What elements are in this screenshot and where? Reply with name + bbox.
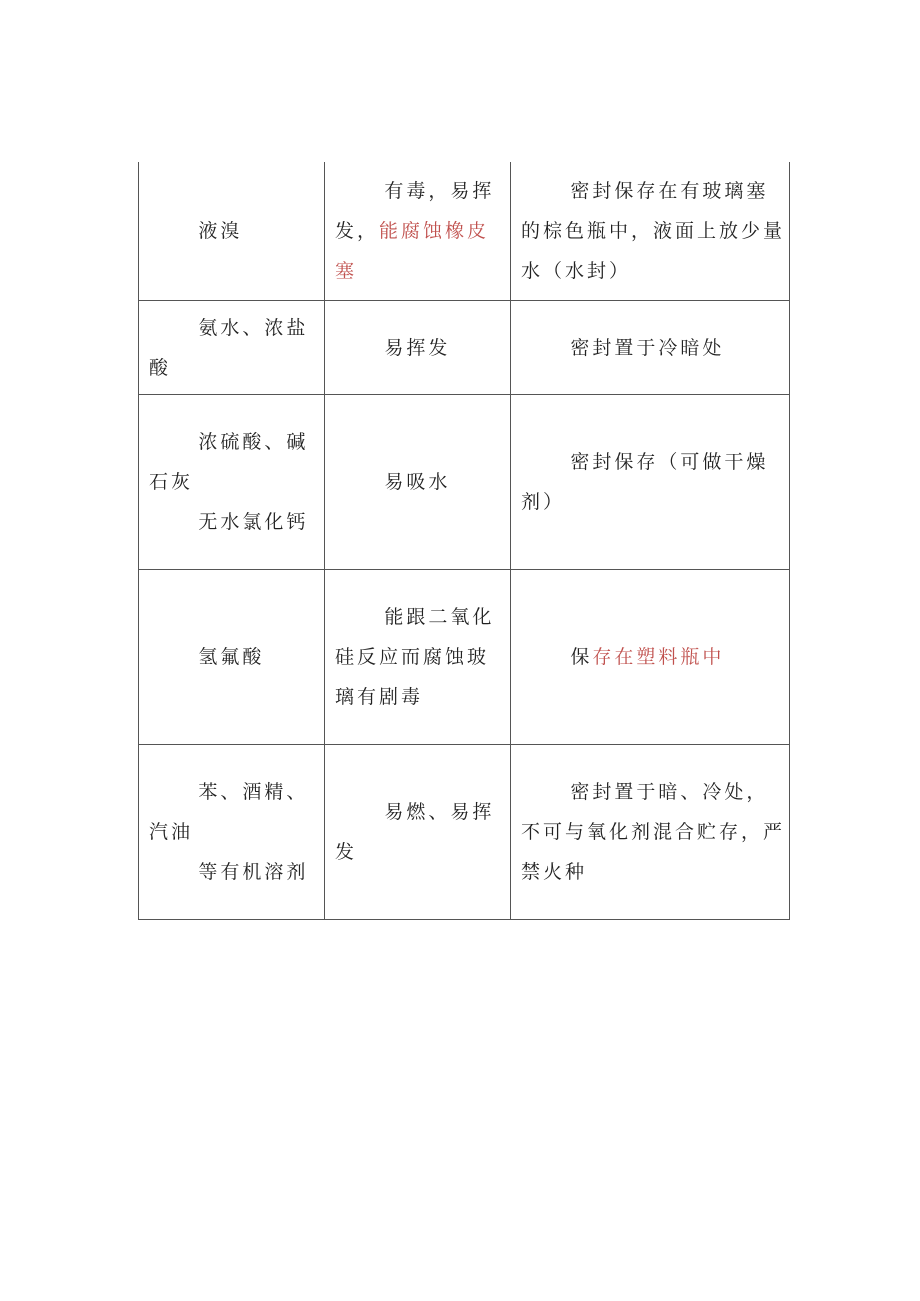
table-row (139, 570, 790, 745)
property-text: 易挥发 (384, 336, 451, 359)
table-row (139, 745, 790, 920)
substance-text: 氨水、浓盐酸 (149, 316, 309, 379)
substance-cell (139, 570, 325, 745)
storage-text: 密封保存（可做干燥剂） (521, 451, 769, 513)
substance-text: 液溴 (198, 220, 243, 242)
property-cell (325, 301, 511, 395)
storage-highlight-text: 存在塑料瓶中 (592, 646, 725, 668)
table-row (139, 162, 790, 301)
property-text: 易吸水 (384, 471, 451, 493)
property-text: 易燃、易挥发 (335, 801, 495, 863)
substance-text-line2: 等有机溶剂 (198, 861, 309, 883)
substance-text: 氢氟酸 (198, 646, 265, 668)
substance-cell (139, 301, 325, 395)
storage-text: 密封置于冷暗处 (570, 336, 725, 359)
property-cell (325, 395, 511, 570)
storage-cell (511, 570, 790, 745)
storage-cell (511, 745, 790, 920)
substance-text-line2: 无水氯化钙 (198, 511, 309, 533)
substance-cell (139, 395, 325, 570)
storage-cell (511, 395, 790, 570)
storage-cell (511, 301, 790, 395)
storage-text: 密封置于暗、冷处，不可与氧化剂混合贮存，严禁火种 (521, 781, 786, 883)
storage-cell (511, 162, 790, 301)
property-text: 能跟二氧化硅反应而腐蚀玻璃有剧毒 (335, 606, 495, 708)
property-text: 有毒，易挥发， (335, 180, 495, 242)
substance-text: 浓硫酸、碱石灰 (149, 431, 309, 493)
table-row (139, 301, 790, 395)
chemical-storage-table (138, 162, 790, 920)
property-highlight-text: 能腐蚀橡皮塞 (335, 220, 490, 282)
property-cell (325, 162, 511, 301)
substance-text: 苯、酒精、汽油 (149, 781, 309, 843)
storage-text: 密封保存在有玻璃塞的棕色瓶中，液面上放少量水（水封） (521, 180, 786, 282)
substance-cell (139, 162, 325, 301)
storage-text: 保 (570, 646, 593, 668)
table-row (139, 395, 790, 570)
substance-cell (139, 745, 325, 920)
property-cell (325, 745, 511, 920)
property-cell (325, 570, 511, 745)
